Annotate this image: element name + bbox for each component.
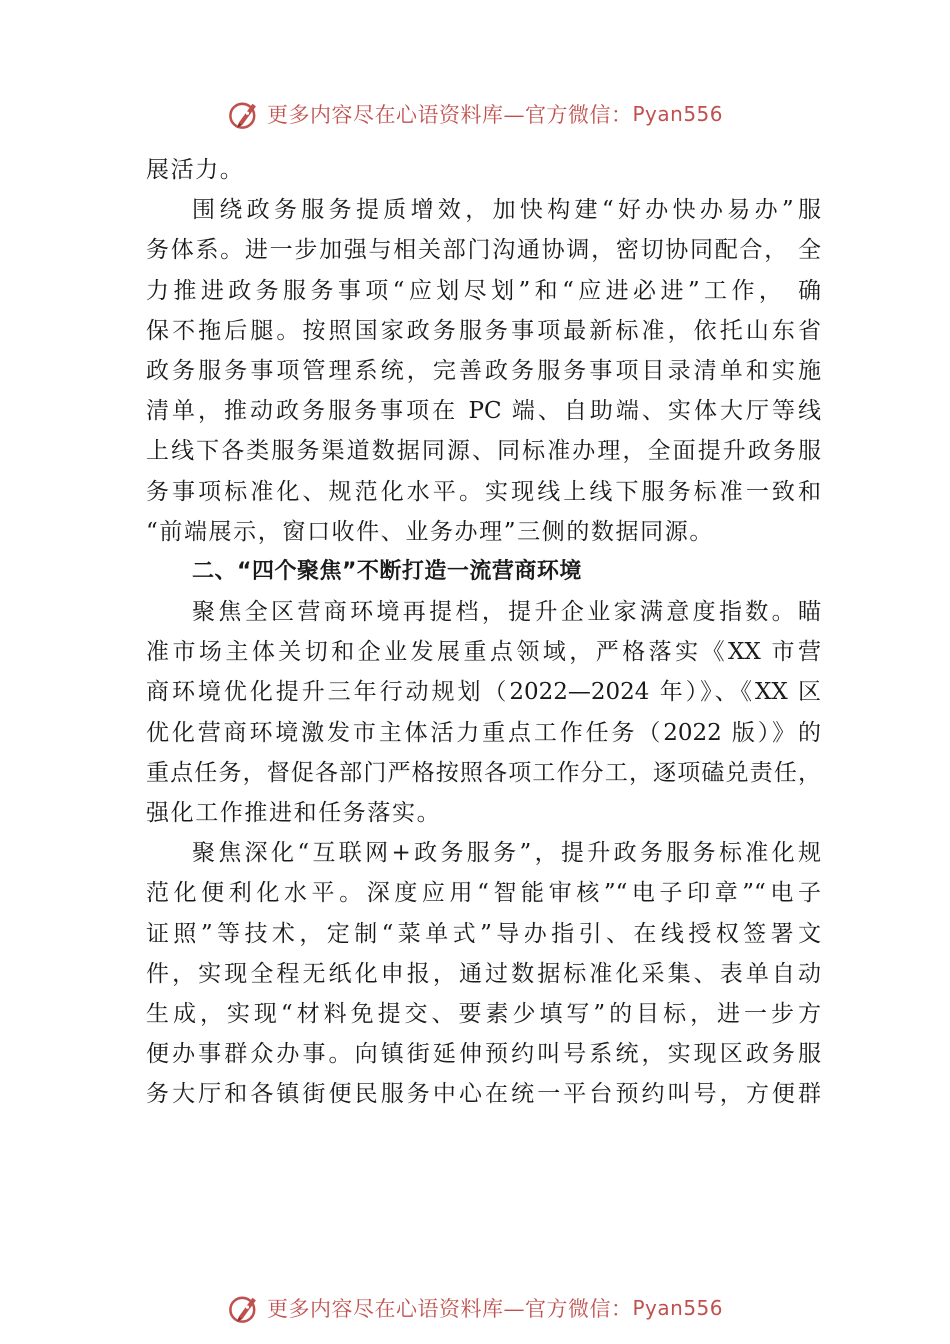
paragraph-line: 保不拖后腿。按照国家政务服务事项最新标准，依托山东省 [146, 317, 821, 344]
paragraph-line: “前端展示，窗口收件、业务办理”三侧的数据同源。 [146, 518, 714, 545]
paragraph-line: 重点任务，督促各部门严格按照各项工作分工，逐项磕兑责任， [146, 759, 821, 786]
paragraph-line: 生成，实现“材料免提交、要素少填写”的目标，进一步方 [146, 1000, 821, 1027]
paragraph-line: 件，实现全程无纸化申报，通过数据标准化采集、表单自动 [146, 960, 821, 987]
paragraph-line: 展活力。 [146, 157, 245, 183]
paragraph-line: 范化便利化水平。深度应用“智能审核”“电子印章”“电子 [146, 880, 821, 907]
paragraph-line: 聚焦全区营商环境再提档，提升企业家满意度指数。瞄 [192, 599, 821, 626]
paragraph-line: 政务服务事项管理系统，完善政务服务事项目录清单和实施 [146, 357, 821, 384]
document-body [146, 150, 821, 1115]
paragraph-line: 上线下各类服务渠道数据同源、同标准办理，全面提升政务服 [146, 438, 821, 465]
footer-watermark [0, 1288, 950, 1328]
header-watermark [0, 94, 950, 134]
paragraph-line: 务大厅和各镇街便民服务中心在统一平台预约叫号，方便群 [146, 1081, 821, 1108]
section-heading: 二、“四个聚焦”不断打造一流营商环境 [192, 558, 582, 584]
paragraph-line: 聚焦深化“互联网+政务服务”，提升政务服务标准化规 [192, 840, 821, 867]
paragraph-line: 优化营商环境激发市主体活力重点工作任务（2022 版）》的 [146, 719, 821, 746]
fountain-pen-logo-icon [227, 1291, 261, 1325]
watermark-wechat-id: Pyan556 [632, 1296, 723, 1320]
paragraph-line: 力推进政务服务事项“应划尽划”和“应进必进”工作， 确 [146, 277, 821, 304]
watermark-text: 更多内容尽在心语资料库—官方微信： [266, 1297, 633, 1321]
paragraph-line: 清单，推动政务服务事项在 PC 端、自助端、实体大厅等线 [146, 398, 821, 425]
fountain-pen-logo-icon [227, 97, 261, 131]
paragraph-line: 围绕政务服务提质增效，加快构建“好办快办易办”服 [192, 197, 821, 224]
watermark-text: 更多内容尽在心语资料库—官方微信： [266, 103, 633, 127]
watermark-wechat-id: Pyan556 [632, 102, 723, 126]
paragraph-line: 务体系。进一步加强与相关部门沟通协调，密切协同配合， 全 [146, 237, 821, 264]
paragraph-line: 强化工作推进和任务落实。 [146, 800, 442, 826]
paragraph-line: 商环境优化提升三年行动规划（2022—2024 年）》、《XX 区 [146, 679, 821, 706]
paragraph-line: 便办事群众办事。向镇街延伸预约叫号系统，实现区政务服 [146, 1041, 821, 1068]
paragraph-line: 准市场主体关切和企业发展重点领域，严格落实《XX 市营 [146, 639, 821, 666]
paragraph-line: 证照”等技术，定制“菜单式”导办指引、在线授权签署文 [146, 920, 821, 947]
paragraph-line: 务事项标准化、规范化水平。实现线上线下服务标准一致和 [146, 478, 821, 505]
